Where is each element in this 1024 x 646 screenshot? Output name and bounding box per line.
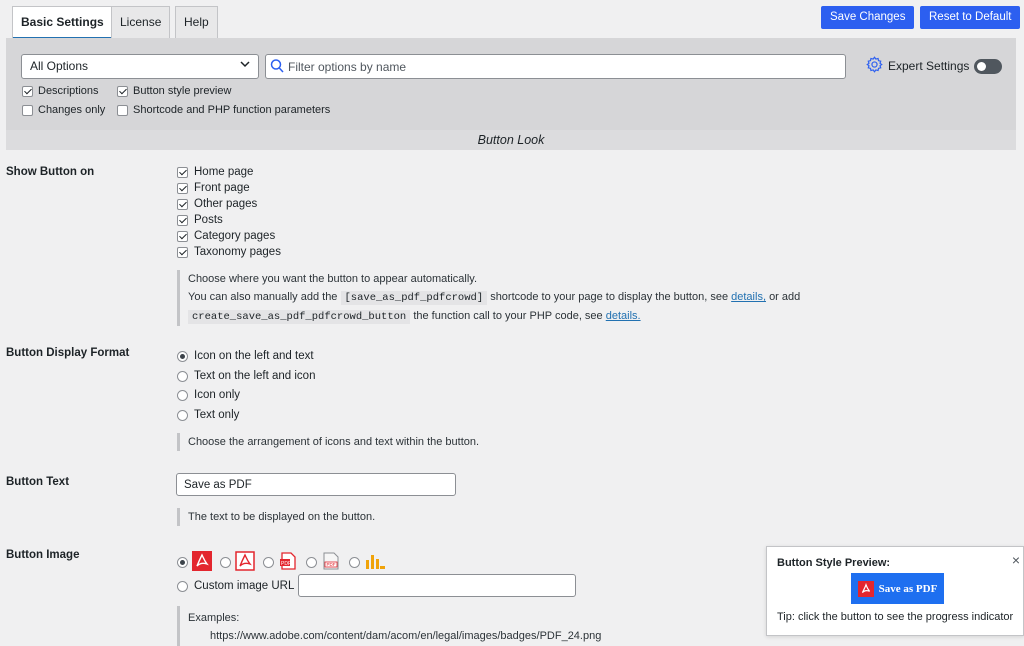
checkbox-checked[interactable]	[177, 215, 188, 226]
details-link-shortcode[interactable]: details,	[731, 291, 766, 303]
desc-text: You can also manually add the	[188, 291, 338, 303]
radio-unselected[interactable]	[177, 581, 188, 592]
format-text-left-icon[interactable]	[177, 370, 315, 382]
desc-text: the function call to your PHP code, see	[413, 310, 603, 322]
checkbox-unchecked[interactable]	[22, 105, 33, 116]
option-label: Other pages	[194, 198, 258, 210]
expert-settings-toggle[interactable]	[974, 59, 1002, 74]
expert-settings-label: Expert Settings	[888, 59, 970, 73]
button-text-input[interactable]	[176, 473, 456, 496]
checkbox-checked[interactable]	[177, 247, 188, 258]
button-style-preview-checkbox[interactable]	[117, 85, 231, 97]
option-label: Home page	[194, 166, 254, 178]
checkbox-checked[interactable]	[117, 86, 128, 97]
button-style-preview-popup	[766, 546, 1024, 636]
examples-description	[177, 606, 601, 646]
radio-unselected[interactable]	[263, 557, 274, 568]
radio-selected[interactable]	[177, 351, 188, 362]
option-label: Text only	[194, 409, 240, 421]
checkbox-checked[interactable]	[177, 231, 188, 242]
tab-help[interactable]: Help	[175, 6, 218, 38]
button-text-description: The text to be displayed on the button.	[177, 508, 375, 526]
shortcode-params-label: Shortcode and PHP function parameters	[133, 104, 331, 116]
tab-basic-settings[interactable]: Basic Settings	[12, 6, 113, 39]
option-label: Category pages	[194, 230, 276, 242]
radio-unselected[interactable]	[349, 557, 360, 568]
show-on-other-pages[interactable]	[177, 198, 257, 210]
format-icon-left-text[interactable]	[177, 350, 314, 362]
show-on-taxonomy-pages[interactable]	[177, 246, 281, 258]
filter-search-input[interactable]	[286, 57, 836, 76]
options-select-value: All Options	[30, 59, 89, 73]
desc-line: Choose where you want the button to appear automatically.	[188, 273, 478, 285]
chevron-down-icon	[240, 55, 250, 78]
save-as-pdf-preview-button[interactable]	[851, 573, 944, 604]
shortcode-params-checkbox[interactable]	[117, 104, 330, 116]
svg-text:PDF: PDF	[281, 561, 291, 567]
bar-chart-icon	[364, 551, 386, 574]
radio-unselected[interactable]	[177, 390, 188, 401]
custom-image-url-input[interactable]	[298, 574, 576, 597]
display-format-label: Button Display Format	[6, 347, 130, 359]
show-on-description	[177, 270, 800, 326]
option-label: Text on the left and icon	[194, 370, 316, 382]
expert-settings	[866, 57, 1002, 75]
option-label: Icon only	[194, 389, 241, 401]
section-title-button-look: Button Look	[6, 130, 1016, 150]
pdf-red-icon	[192, 551, 212, 574]
checkbox-checked[interactable]	[22, 86, 33, 97]
tab-license[interactable]: License	[111, 6, 170, 38]
image-option-4[interactable]	[306, 551, 341, 574]
show-button-on-label: Show Button on	[6, 166, 95, 178]
image-option-2[interactable]	[220, 551, 255, 574]
image-option-3[interactable]	[263, 551, 298, 574]
desc-line	[188, 288, 800, 307]
format-text-only[interactable]	[177, 409, 239, 421]
show-on-category-pages[interactable]	[177, 230, 275, 242]
image-option-5[interactable]	[349, 551, 386, 574]
desc-line	[188, 307, 800, 326]
checkbox-checked[interactable]	[177, 167, 188, 178]
option-label: Icon on the left and text	[194, 350, 314, 362]
shortcode-code: [save_as_pdf_pdfcrowd]	[341, 291, 488, 305]
details-link-php[interactable]: details.	[605, 310, 641, 322]
format-icon-only[interactable]	[177, 389, 240, 401]
radio-unselected[interactable]	[306, 557, 317, 568]
checkbox-unchecked[interactable]	[117, 105, 128, 116]
filter-panel	[6, 38, 1016, 130]
custom-image-url-label: Custom image URL	[194, 580, 295, 592]
options-select[interactable]	[21, 54, 259, 79]
radio-unselected[interactable]	[220, 557, 231, 568]
php-function-code: create_save_as_pdf_pdfcrowd_button	[188, 310, 410, 324]
gear-icon[interactable]	[866, 56, 883, 76]
image-option-1[interactable]	[177, 551, 212, 574]
pdf-document-icon	[278, 551, 298, 574]
option-label: Posts	[194, 214, 223, 226]
top-tab-bar	[0, 0, 1024, 38]
show-on-posts[interactable]	[177, 214, 223, 226]
radio-unselected[interactable]	[177, 371, 188, 382]
show-on-home-page[interactable]	[177, 166, 253, 178]
preview-title: Button Style Preview:	[777, 557, 891, 569]
descriptions-checkbox[interactable]	[22, 85, 99, 97]
button-text-label: Button Text	[6, 476, 70, 488]
examples-label: Examples:	[188, 612, 240, 624]
close-icon[interactable]: ×	[1011, 552, 1020, 568]
display-format-description: Choose the arrangement of icons and text within the button.	[177, 433, 479, 451]
save-changes-button[interactable]: Save Changes	[821, 6, 914, 29]
search-icon	[270, 58, 284, 77]
descriptions-label: Descriptions	[38, 85, 99, 97]
option-label: Taxonomy pages	[194, 246, 281, 258]
pdf-outline-icon	[235, 551, 255, 574]
button-image-options	[177, 551, 394, 574]
changes-only-checkbox[interactable]	[22, 104, 105, 116]
pdf-icon	[858, 581, 874, 597]
show-on-front-page[interactable]	[177, 182, 250, 194]
checkbox-checked[interactable]	[177, 183, 188, 194]
example-url: https://www.adobe.com/content/dam/acom/en/legal/images/badges/PDF_24.png	[210, 630, 602, 642]
custom-image-url-option[interactable]	[177, 580, 294, 592]
radio-selected[interactable]	[177, 557, 188, 568]
preview-button-label: Save as PDF	[878, 582, 938, 595]
desc-text: shortcode to your page to display the button, see	[490, 291, 729, 303]
changes-only-label: Changes only	[38, 104, 106, 116]
reset-to-default-button[interactable]: Reset to Default	[920, 6, 1020, 29]
checkbox-checked[interactable]	[177, 199, 188, 210]
radio-unselected[interactable]	[177, 410, 188, 421]
svg-text:PDF: PDF	[326, 562, 336, 568]
desc-text: or add	[769, 291, 801, 303]
filter-search-box[interactable]	[265, 54, 846, 79]
option-label: Front page	[194, 182, 250, 194]
button-style-preview-label: Button style preview	[133, 85, 232, 97]
button-image-label: Button Image	[6, 549, 80, 561]
pdf-file-icon	[321, 551, 341, 574]
preview-tip: Tip: click the button to see the progress indicator	[777, 611, 1014, 623]
